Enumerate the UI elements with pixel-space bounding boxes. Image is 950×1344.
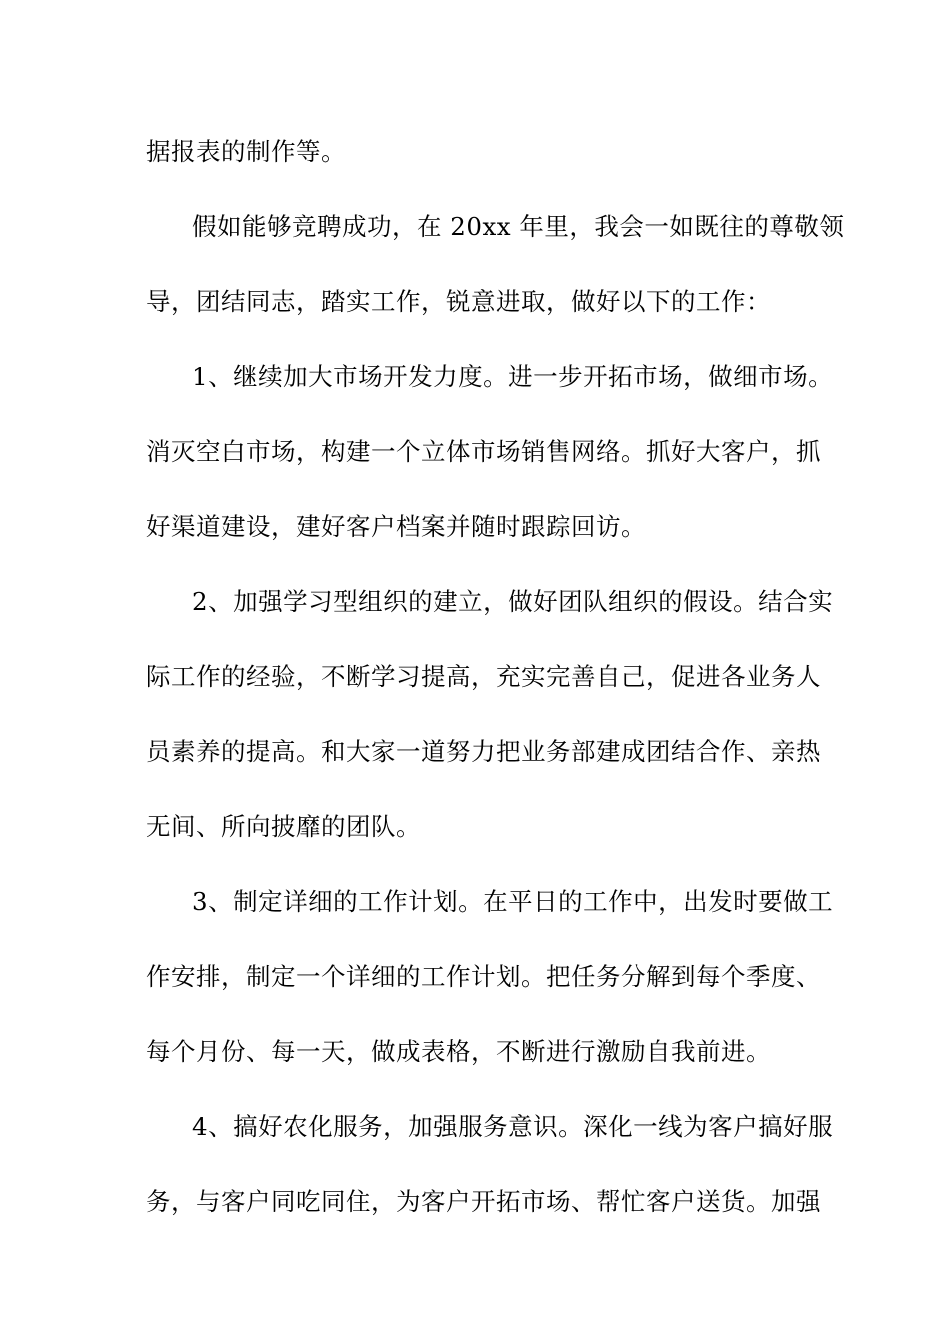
text-line: 据报表的制作等。 xyxy=(146,137,346,166)
text-line: 际工作的经验，不断学习提高，充实完善自己，促进各业务人 xyxy=(146,662,821,691)
paragraph-start-line: 1、继续加大市场开发力度。进一步开拓市场，做细市场。 xyxy=(192,362,834,391)
paragraph-start-line: 假如能够竞聘成功，在 20xx 年里，我会一如既往的尊敬领 xyxy=(192,212,845,241)
text-line: 导，团结同志，踏实工作，锐意进取，做好以下的工作： xyxy=(146,287,771,316)
paragraph-start-line: 4、搞好农化服务，加强服务意识。深化一线为客户搞好服 xyxy=(192,1112,834,1141)
text-line: 每个月份、每一天，做成表格，不断进行激励自我前进。 xyxy=(146,1037,771,1066)
text-line: 员素养的提高。和大家一道努力把业务部建成团结合作、亲热 xyxy=(146,737,821,766)
text-line: 作安排，制定一个详细的工作计划。把任务分解到每个季度、 xyxy=(146,962,821,991)
text-line: 好渠道建设，建好客户档案并随时跟踪回访。 xyxy=(146,512,646,541)
text-line: 消灭空白市场，构建一个立体市场销售网络。抓好大客户，抓 xyxy=(146,437,821,466)
text-line: 无间、所向披靡的团队。 xyxy=(146,812,421,841)
text-line: 务，与客户同吃同住，为客户开拓市场、帮忙客户送货。加强 xyxy=(146,1187,821,1216)
paragraph-start-line: 3、制定详细的工作计划。在平日的工作中，出发时要做工 xyxy=(192,887,834,916)
paragraph-start-line: 2、加强学习型组织的建立，做好团队组织的假设。结合实 xyxy=(192,587,834,616)
